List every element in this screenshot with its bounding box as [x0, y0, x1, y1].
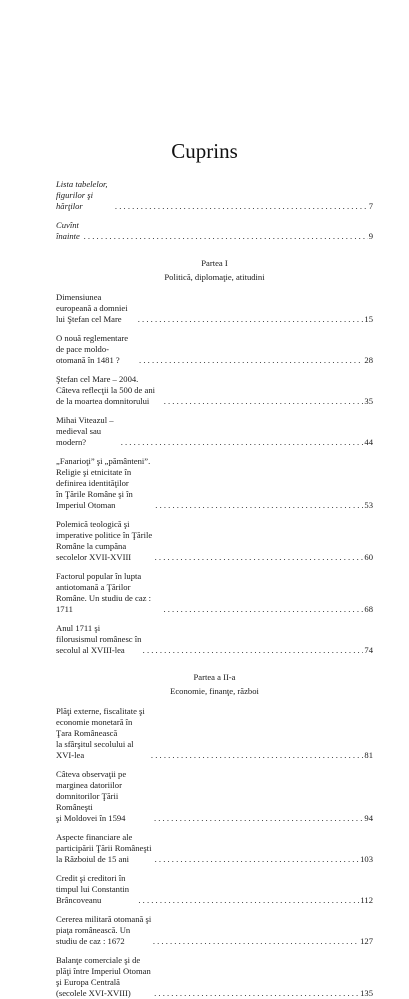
- toc-entry: [56, 179, 373, 212]
- toc-entry: [56, 220, 373, 242]
- leader-dots: [139, 355, 363, 366]
- toc-entry-title: Cererea militară otomană şi piaţa românească. Un studiu de caz : 1672: [56, 914, 152, 946]
- part-subtitle: Economie, finanţe, război: [170, 686, 259, 696]
- toc-entry-page: 103: [360, 854, 373, 864]
- toc-entry-title: Mihai Viteazul – medieval sau modern?: [56, 415, 114, 447]
- toc-entry-title: Cuvînt înainte: [56, 220, 80, 241]
- leader-dots: [115, 201, 368, 212]
- toc-entry-title: Factorul popular în lupta antiotomană a Ţărilor Române. Un studiu de caz : 1711: [56, 571, 151, 614]
- leader-dots: [155, 552, 364, 563]
- toc-entry-title: Anul 1711 şi filorusismul românesc în secolul al XVIII-lea: [56, 623, 142, 655]
- toc-entry: [56, 769, 373, 824]
- toc-entry-title: Polemică teologică şi imperative politice în Ţările Române la cumpăna secolelor XVII-XVIII: [56, 519, 153, 562]
- toc-entry-title: Ştefan cel Mare – 2004. Câteva reflecţii la 500 de ani de la moartea domnitorului: [56, 374, 156, 406]
- toc-entry: [56, 873, 373, 906]
- toc-entry-page: 9: [368, 231, 373, 241]
- toc-entry-page: 35: [364, 396, 373, 406]
- toc-entry: [56, 571, 373, 615]
- toc-entry-page: 94: [364, 813, 373, 823]
- toc-entry: [56, 519, 373, 563]
- toc-entry: [56, 623, 373, 656]
- part-heading: Partea a II-a: [193, 672, 236, 682]
- toc-entry: [56, 415, 373, 448]
- toc-entry-title: Lista tabelelor, figurilor şi hărţilor: [56, 179, 108, 211]
- toc-entry-page: 15: [364, 314, 373, 324]
- leader-dots: [153, 936, 359, 947]
- toc-entry: [56, 914, 373, 947]
- leader-dots: [154, 813, 363, 824]
- leader-dots: [155, 500, 363, 511]
- toc-entry: [56, 706, 373, 761]
- page-title: Cuprins: [171, 139, 238, 163]
- table-of-contents: [56, 179, 373, 999]
- leader-dots: [138, 314, 364, 325]
- toc-entry-page: 112: [360, 895, 373, 905]
- toc-entry-page: 74: [364, 645, 373, 655]
- toc-entry-page: 53: [364, 500, 373, 510]
- toc-entry-page: 135: [360, 988, 373, 998]
- leader-dots: [143, 645, 364, 656]
- toc-entry-title: Aspecte financiare ale participării Ţării Româneşti la Războiul de 15 ani: [56, 832, 152, 864]
- toc-entry-page: 127: [360, 936, 373, 946]
- leader-dots: [84, 231, 368, 242]
- leader-dots: [163, 604, 363, 615]
- toc-entry: [56, 456, 373, 511]
- toc-entry-title: Credit şi creditori în timpul lui Constantin Brâncoveanu: [56, 873, 130, 905]
- leader-dots: [154, 988, 359, 999]
- toc-entry-title: O nouă reglementare de pace moldo-otomană în 1481 ?: [56, 333, 129, 365]
- leader-dots: [138, 895, 359, 906]
- toc-entry-title: Câteva observaţii pe marginea datoriilor domnitorilor Ţării Româneşti şi Moldovei în 1594: [56, 769, 127, 823]
- part-subtitle: Politică, diplomaţie, atitudini: [164, 272, 265, 282]
- leader-dots: [151, 750, 363, 761]
- leader-dots: [164, 396, 364, 407]
- toc-entry-page: 28: [364, 355, 373, 365]
- toc-entry-title: „Fanarioţi” şi „pământeni”. Religie şi etnicitate în definirea identităţilor în Ţările Române şi în Imperiul Otoman: [56, 456, 151, 510]
- toc-entry-page: 44: [364, 437, 373, 447]
- toc-entry: [56, 955, 373, 999]
- toc-entry-title: Dimensiunea europeană a domniei lui Ştefan cel Mare: [56, 292, 128, 324]
- toc-entry-title: Balanţe comerciale şi de plăţi între Imperiul Otoman şi Europa Centrală (secolele XVI-XVIII): [56, 955, 151, 998]
- toc-entry: [56, 832, 373, 865]
- leader-dots: [121, 437, 364, 448]
- leader-dots: [155, 854, 360, 865]
- toc-entry: [56, 374, 373, 407]
- toc-entry-page: 7: [368, 201, 373, 211]
- toc-entry: [56, 333, 373, 366]
- toc-entry-page: 60: [364, 552, 373, 562]
- toc-entry-page: 81: [364, 750, 373, 760]
- toc-entry-title: Plăţi externe, fiscalitate şi economie monetară în Ţara Românească la sfârşitul secolului al XVI-lea: [56, 706, 145, 760]
- toc-entry: [56, 292, 373, 325]
- toc-entry-page: 68: [364, 604, 373, 614]
- part-heading: Partea I: [201, 258, 228, 268]
